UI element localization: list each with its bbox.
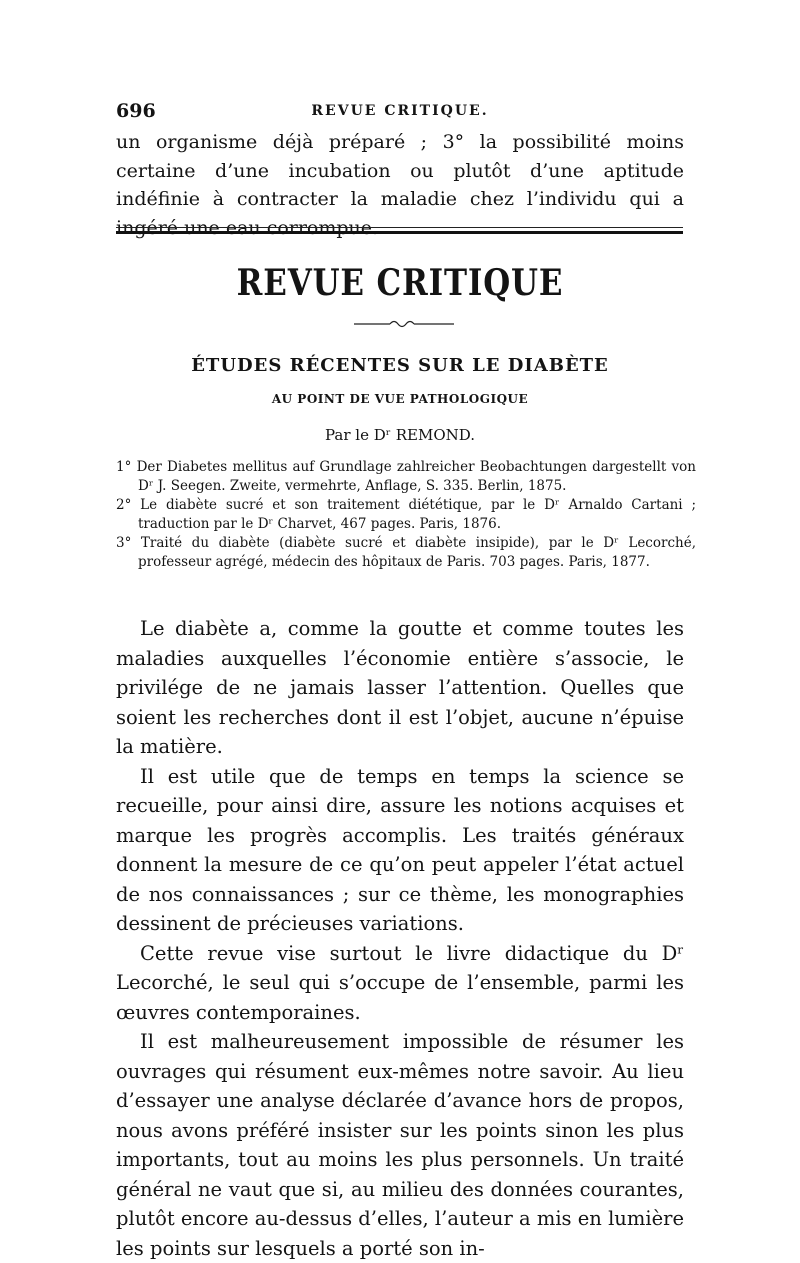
separator-rule-thin (116, 227, 683, 228)
body-paragraph: Il est utile que de temps en temps la science se recueille, pour ainsi dire, assure les notions acquises et marque les progrès accomplis. Les traités généraux donnent la mesure de ce qu’on peut appeler l’état actuel de nos connaissances ; sur ce thème, les monographies dessinent de précieuses variations. (116, 764, 684, 935)
reference-list (116, 458, 696, 572)
page-number: 696 (116, 100, 156, 122)
reference-item: 2° Le diabète sucré et son traitement diététique, par le Dʳ Arnaldo Cartani ; traduction par le Dʳ Charvet, 467 pages. Paris, 1876. (116, 497, 696, 532)
running-title: REVUE CRITIQUE. (311, 103, 489, 119)
separator-rule-thick (116, 231, 683, 234)
body-paragraph: Cette revue vise surtout le livre didactique du Dʳ Lecorché, le seul qui s’occupe de l’ensemble, parmi les œuvres contemporaines. (116, 941, 684, 1024)
article-subtitle: AU POINT DE VUE PATHOLOGIQUE (271, 392, 529, 406)
previous-article-ending: un organisme déjà préparé ; 3° la possibilité moins certaine d’une incubation ou plutôt d’une aptitude indéfinie à contracter la maladie chez l’individu qui a (116, 131, 684, 210)
reference-item: 1° Der Diabetes mellitus auf Grundlage zahlreicher Beobachtungen dargestellt von Dʳ J. Seegen. Zweite, vermehrte, Anflage, S. 335. Berlin, 1875. (116, 459, 696, 494)
running-head (116, 100, 684, 124)
author-byline: Par le Dʳ REMOND. (324, 426, 476, 444)
article-title: ÉTUDES RÉCENTES SUR LE DIABÈTE (191, 355, 609, 376)
article-body (116, 614, 684, 1263)
ornament-flourish-icon (354, 318, 454, 330)
reference-item: 3° Traité du diabète (diabète sucré et diabète insipide), par le Dʳ Lecorché, professeur agrégé, médecin des hôpitaux de Paris. 703 pages. Paris, 1877. (116, 535, 696, 570)
section-title: REVUE CRITIQUE (236, 262, 564, 304)
body-paragraph: Il est malheureusement impossible de résumer les ouvrages qui résument eux-mêmes notre savoir. Au lieu d’essayer une analyse déclarée d’avance hors de propos, nous avons préféré insister sur les points sinon les plus importants, tout au moins les plus personnels. Un traité général ne vaut que si, au milieu des données courantes, plutôt encore au-dessus d’elles, l’auteur a mis en lumière les points sur lesquels a porté son in- (116, 1030, 684, 1260)
body-paragraph: Le diabète a, comme la goutte et comme toutes les maladies auxquelles l’économie entière s’associe, le privilége de ne jamais lasser l’attention. Quelles que soient les recherches dont il est l’objet, aucune n’épuise la matière. (116, 617, 684, 758)
